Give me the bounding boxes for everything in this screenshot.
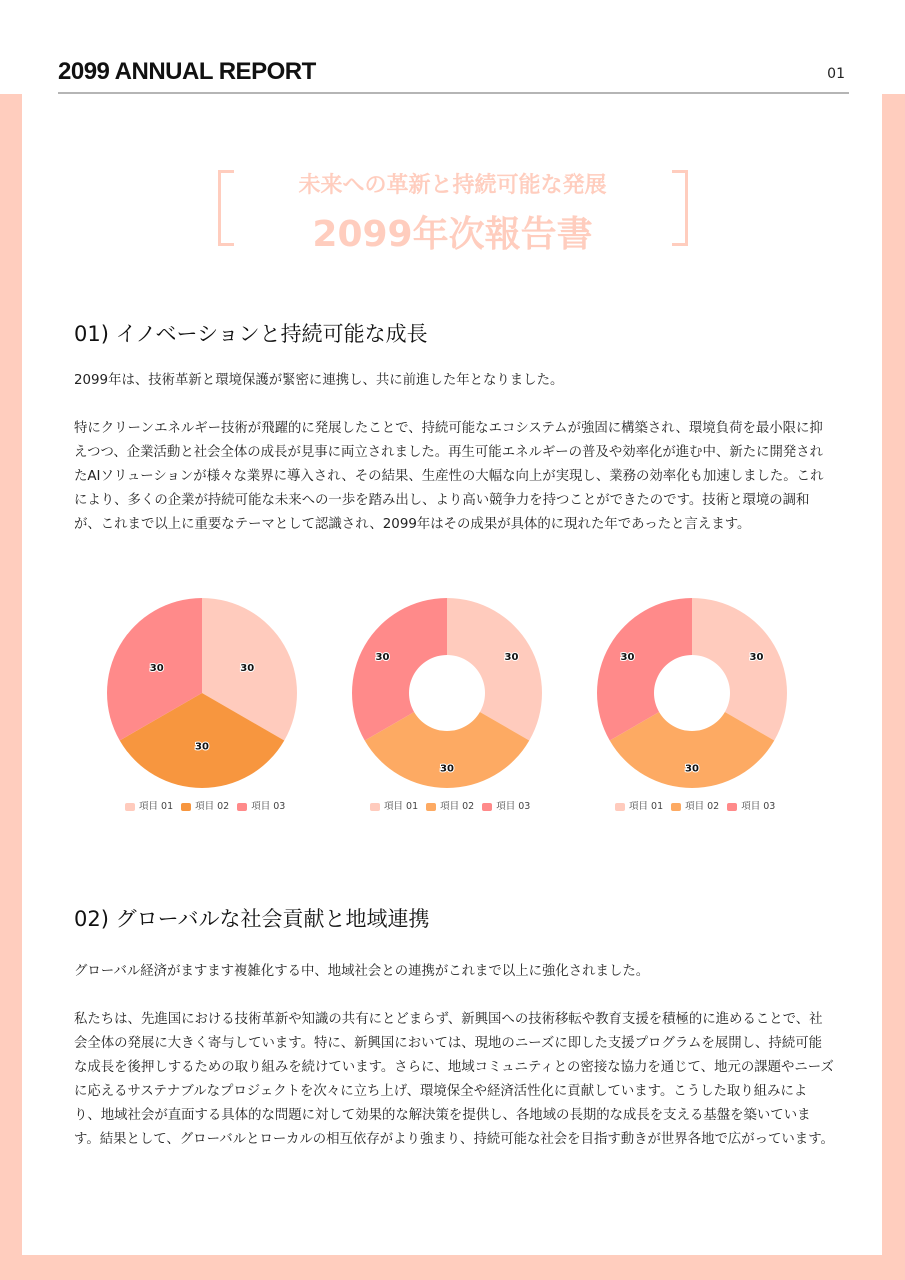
bottom-border xyxy=(0,1255,905,1280)
section-1-intro: 2099年は、技術革新と環境保護が緊密に連携し、共に前進した年となりました。 xyxy=(74,373,564,388)
legend-item[interactable] xyxy=(671,798,719,812)
pie-slice xyxy=(692,598,787,741)
header-divider xyxy=(58,92,849,94)
slice-label: 30 xyxy=(149,662,164,674)
right-border xyxy=(882,94,905,1280)
legend-swatch xyxy=(727,803,737,811)
legend-label: 項目 01 xyxy=(384,801,419,812)
chart-legend xyxy=(125,798,285,812)
legend-item[interactable] xyxy=(482,798,530,812)
legend-swatch xyxy=(426,803,436,811)
legend-item[interactable] xyxy=(237,798,285,812)
legend-item[interactable] xyxy=(370,798,418,812)
legend-swatch xyxy=(370,803,380,811)
left-border xyxy=(0,94,22,1280)
legend-item[interactable] xyxy=(125,798,173,812)
legend-swatch xyxy=(615,803,625,811)
legend-item[interactable] xyxy=(426,798,474,812)
report-title: 2099 ANNUAL REPORT xyxy=(58,58,316,85)
pie-chart-2 xyxy=(350,596,544,790)
legend-label: 項目 02 xyxy=(195,801,230,812)
slice-label: 30 xyxy=(749,651,764,663)
slice-label: 30 xyxy=(620,651,635,663)
pie-chart-3 xyxy=(595,596,789,790)
cover-subtitle: 未来への革新と持続可能な発展 xyxy=(298,173,607,198)
page-number: 01 xyxy=(827,66,845,82)
section-1-heading: 01) イノベーションと持続可能な成長 xyxy=(74,322,428,346)
section-2-heading: 02) グローバルな社会貢献と地域連携 xyxy=(74,907,430,931)
chart-legend xyxy=(615,798,775,812)
legend-label: 項目 02 xyxy=(440,801,475,812)
legend-swatch xyxy=(671,803,681,811)
legend-swatch xyxy=(482,803,492,811)
legend-swatch xyxy=(125,803,135,811)
cover-title: 2099年次報告書 xyxy=(312,214,593,255)
chart-legend xyxy=(370,798,530,812)
legend-label: 項目 03 xyxy=(496,801,531,812)
slice-label: 30 xyxy=(440,763,454,775)
slice-label: 30 xyxy=(685,763,699,775)
legend-label: 項目 01 xyxy=(139,801,174,812)
legend-swatch xyxy=(237,803,247,811)
legend-label: 項目 01 xyxy=(629,801,664,812)
legend-label: 項目 03 xyxy=(251,801,286,812)
slice-label: 30 xyxy=(240,662,255,674)
legend-item[interactable] xyxy=(615,798,663,812)
slice-label: 30 xyxy=(375,651,390,663)
legend-item[interactable] xyxy=(727,798,775,812)
pie-slice xyxy=(352,598,447,741)
pie-chart-1 xyxy=(105,596,299,790)
section-2-intro: グローバル経済がますます複雑化する中、地域社会との連携がこれまで以上に強化されました。 xyxy=(74,964,650,979)
section-1-body: 特にクリーンエネルギー技術が飛躍的に発展したことで、持続可能なエコシステムが強固に構築され、環境負荷を最小限に抑えつつ、企業活動と社会全体の成長が見事に両立されました。再生可能エネルギーの普及や効率化が進む中、新たに開発されたAIソリューションが様々な業界に導入され、その結果、生産性の大幅な向上が実現し、業務の効率化も加速しました。これにより、多くの企業が持続可能な未来への一歩を踏み出し、より高い競争力を持つことができたのです。技術と環境の調和が、これまで以上に重要なテーマとして認識され、2099年はその成果が具体的に現れた年であったと言えます。 xyxy=(74,421,824,532)
pie-slice xyxy=(597,598,692,741)
section-2-body: 私たちは、先進国における技術革新や知識の共有にとどまらず、新興国への技術移転や教育支援を積極的に進めることで、社会全体の発展に大きく寄与しています。特に、新興国においては、現地のニーズに即した支援プログラムを展開し、持続可能な成長を後押しするための取り組みを続けています。さらに、地域コミュニティとの密接な協力を通じて、地元の課題やニーズに応えるサステナブルなプロジェクトを次々に立ち上げ、環境保全や経済活性化に貢献しています。こうした取り組みにより、地域社会が直面する具体的な問題に対して効果的な解決策を提供し、各地域の長期的な成長を支える基盤を築いています。結果として、グローバルとローカルの相互依存がより強まり、持続可能な社会を目指す動きが世界各地で広がっています。 xyxy=(74,1012,834,1147)
legend-label: 項目 03 xyxy=(741,801,776,812)
pie-slice xyxy=(447,598,542,741)
legend-item[interactable] xyxy=(181,798,229,812)
slice-label: 30 xyxy=(195,741,209,753)
legend-swatch xyxy=(181,803,191,811)
slice-label: 30 xyxy=(504,651,519,663)
legend-label: 項目 02 xyxy=(685,801,720,812)
